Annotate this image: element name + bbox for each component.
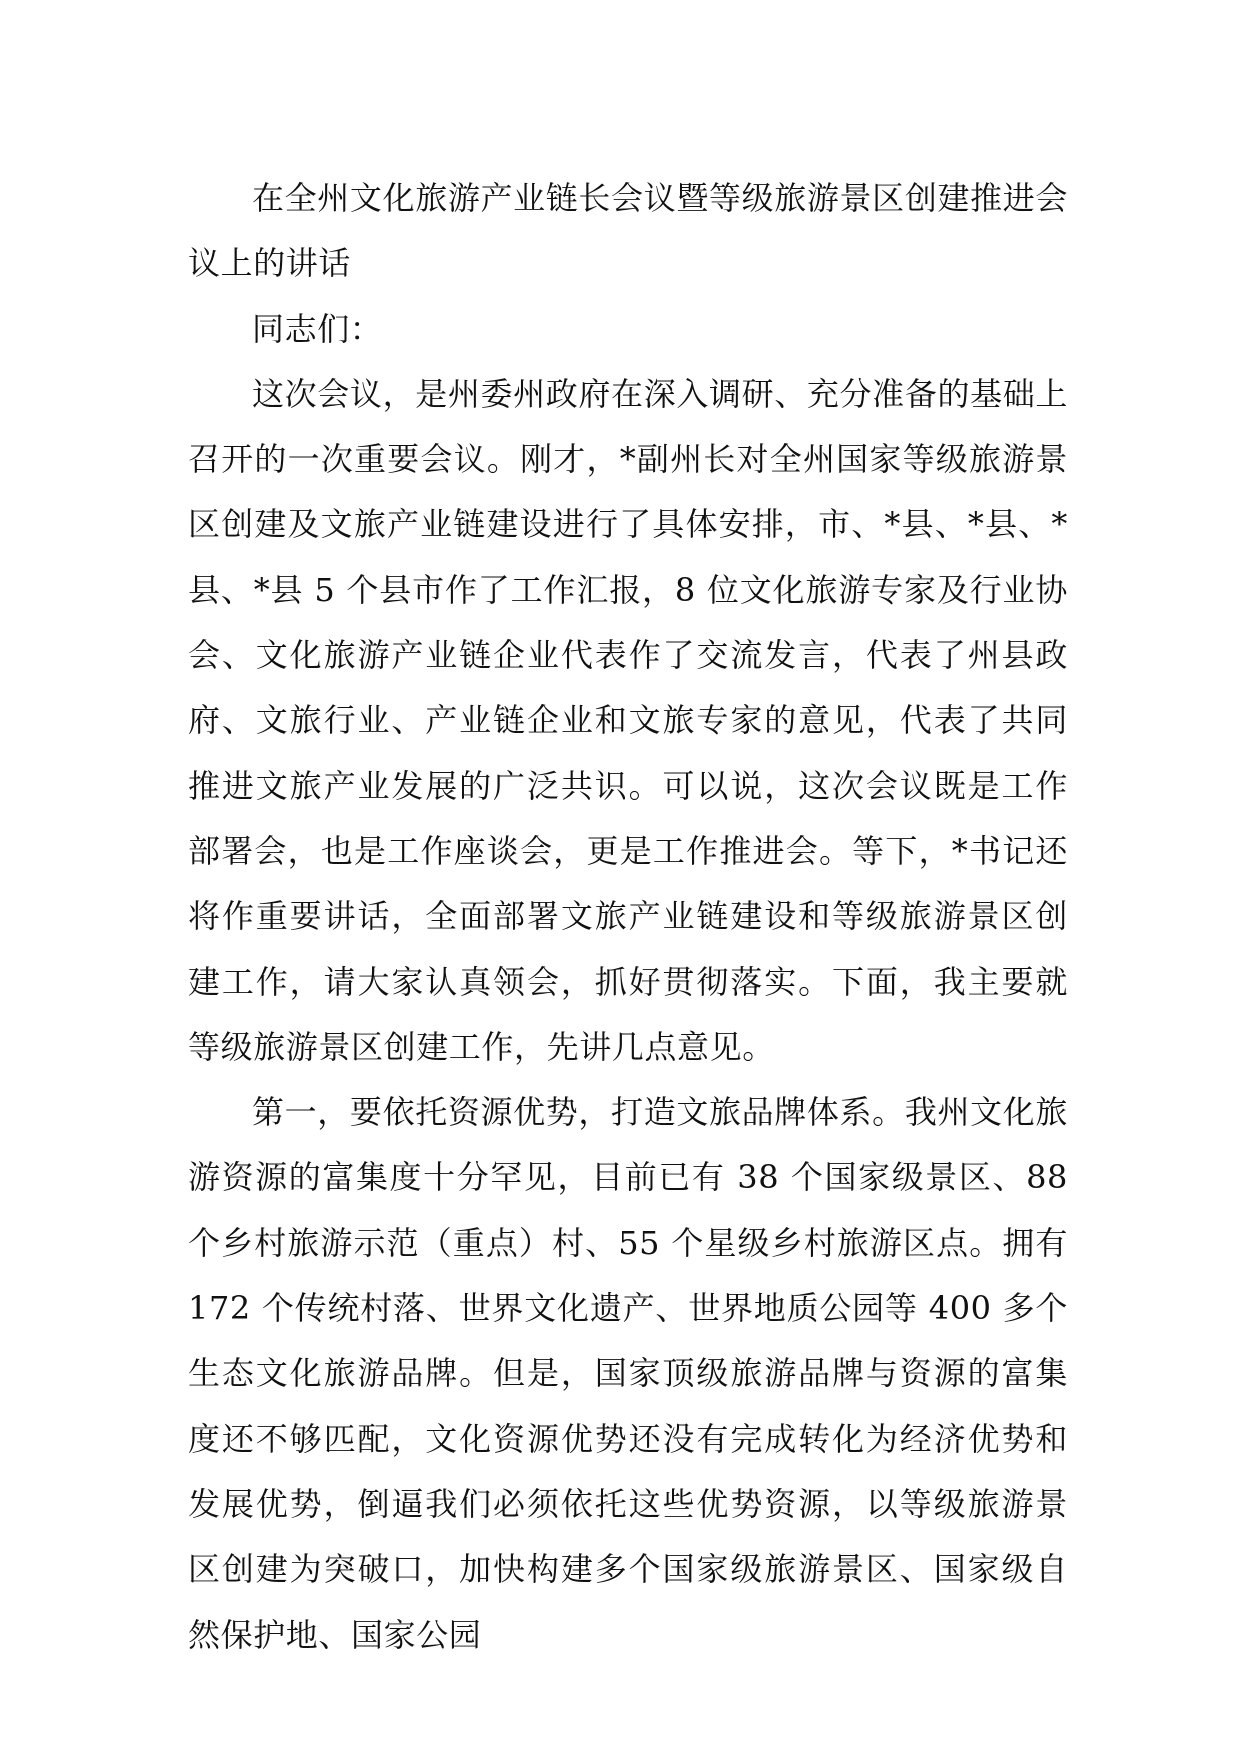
salutation: 同志们： <box>252 309 383 348</box>
paragraph-first-point: 第一，要依托资源优势，打造文旅品牌体系。我州文化旅游资源的富集度十分罕见，目前已有 38 个国家级景区、88 个乡村旅游示范（重点）村、55 个星级乡村旅游区点。拥有 172 个传统村落、世界文化遗产、世界地质公园等 400 多个生态文化旅游品牌。但是，国家顶级旅游品牌与资源的富集度还不够匹配，文化资源优势还没有完成转化为经济优势和发展优势，倒逼我们必须依托这些优势资源，以等级旅游景区创建为突破口，加快构建多个国家级旅游景区、国家级自然保护地、国家公园 <box>188 1093 1068 1654</box>
paragraph-opening: 这次会议，是州委州政府在深入调研、充分准备的基础上召开的一次重要会议。刚才，*副州长对全州国家等级旅游景区创建及文旅产业链建设进行了具体安排，市、*县、*县、*县、*县 5 个县市作了工作汇报，8 位文化旅游专家及行业协会、文化旅游产业链企业代表作了交流发言，代表了州县政府、文旅行业、产业链企业和文旅专家的意见，代表了共同推进文旅产业发展的广泛共识。可以说，这次会议既是工作部署会，也是工作座谈会，更是工作推进会。等下，*书记还将作重要讲话，全面部署文旅产业链建设和等级旅游景区创建工作，请大家认真领会，抓好贯彻落实。下面，我主要就等级旅游景区创建工作，先讲几点意见。 <box>188 374 1068 1066</box>
document-title: 在全州文化旅游产业链长会议暨等级旅游景区创建推进会议上的讲话 <box>188 179 1068 283</box>
document-body <box>188 166 1068 1668</box>
